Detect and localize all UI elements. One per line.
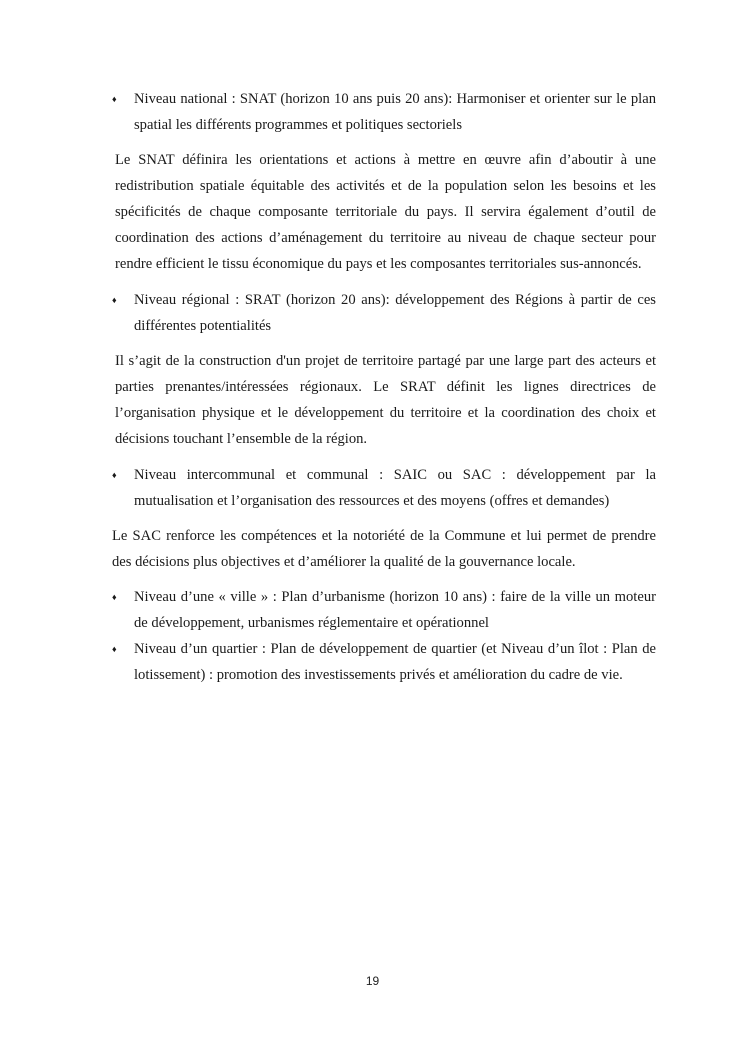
bullet-regional	[112, 287, 656, 339]
bullet-diamond-icon: ♦	[112, 295, 117, 305]
page-body	[112, 86, 656, 688]
bullet-diamond-icon: ♦	[112, 592, 117, 602]
bullet-diamond-icon: ♦	[112, 94, 117, 104]
bullet-national	[112, 86, 656, 138]
paragraph-srat: Il s’agit de la construction d'un projet de territoire partagé par une large part des acteurs et parties prenantes/intéressées régionaux. Le SRAT définit les lignes directrices de l’organisation physique et le développement du territoire et la coordination des choix et décisions touchant l’ensemble de la région.	[115, 353, 656, 447]
bullet-quartier	[112, 636, 656, 688]
bullet-regional-text: Niveau régional : SRAT (horizon 20 ans): développement des Régions à partir de ces différentes potentialités	[134, 292, 656, 334]
bullet-national-text: Niveau national : SNAT (horizon 10 ans puis 20 ans): Harmoniser et orienter sur le plan spatial les différents programmes et politiques sectoriels	[134, 91, 656, 133]
paragraph-snat: Le SNAT définira les orientations et actions à mettre en œuvre afin d’aboutir à une redistribution spatiale équitable des activités et de la population selon les besoins et les spécificités de chaque composante territoriale du pays. Il servira également d’outil de coordination des actions d’aménagement du territoire au niveau de chaque secteur pour rendre efficient le tissu économique du pays et les composantes territoriales sus-annoncés.	[115, 152, 656, 272]
paragraph-sac: Le SAC renforce les compétences et la notoriété de la Commune et lui permet de prendre des décisions plus objectives et d’améliorer la qualité de la gouvernance locale.	[112, 528, 656, 570]
bullet-diamond-icon: ♦	[112, 644, 117, 654]
bullet-ville	[112, 584, 656, 636]
bullet-diamond-icon: ♦	[112, 470, 117, 480]
bullet-intercommunal	[112, 462, 656, 514]
bullet-quartier-text: Niveau d’un quartier : Plan de développement de quartier (et Niveau d’un îlot : Plan de lotissement) : promotion des investissements privés et amélioration du cadre de vie.	[134, 641, 656, 683]
bullet-intercommunal-text: Niveau intercommunal et communal : SAIC ou SAC : développement par la mutualisation et l’organisation des ressources et des moyens (offres et demandes)	[134, 467, 656, 509]
page-number: 19	[365, 974, 380, 988]
bullet-ville-text: Niveau d’une « ville » : Plan d’urbanisme (horizon 10 ans) : faire de la ville un moteur de développement, urbanismes réglementaire et opérationnel	[134, 589, 656, 631]
